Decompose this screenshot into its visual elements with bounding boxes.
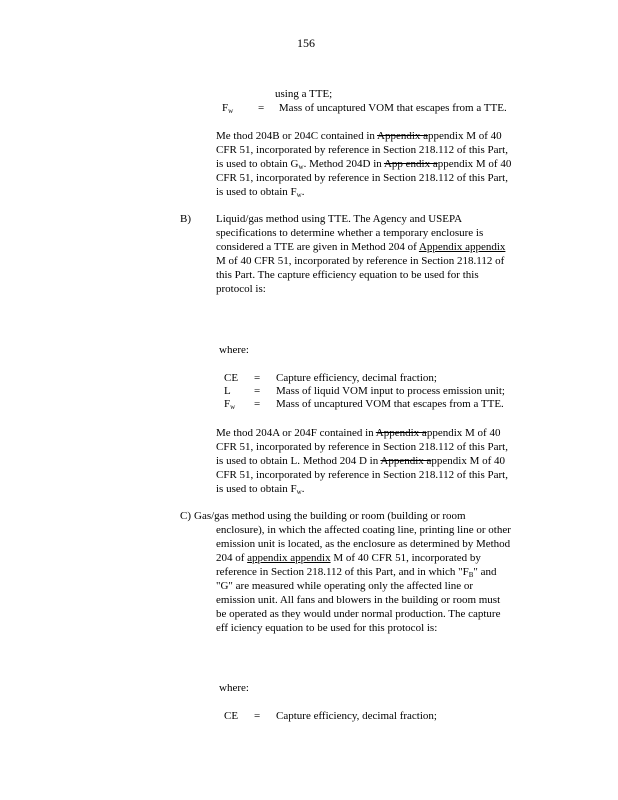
paragraph-line: CFR 51, incorporated by reference in Section 218.112 of this Part, — [216, 172, 508, 184]
definition-row-l — [224, 385, 505, 399]
paragraph-line: "G" are measured while operating only the affected line or — [216, 580, 474, 592]
symbol: $F_w$ — [224, 398, 236, 411]
equals: = — [257, 102, 265, 114]
definition-continuation: using a TTE; — [275, 88, 333, 100]
paragraph-line: emission unit. All fans and blowers in the building or room must — [216, 594, 501, 606]
symbol: CE — [224, 710, 239, 722]
definition-row-ce — [224, 710, 437, 724]
paragraph-line: is used to obtain $F_w$. — [216, 483, 305, 496]
definition-text: Mass of uncaptured VOM that escapes from a TTE. — [278, 102, 507, 114]
paragraph-line: is used to obtain L. Method 204 D in Appendix appendix M of 40 — [216, 455, 506, 467]
symbol: L — [224, 385, 231, 397]
paragraph-line: eff iciency equation to be used for this protocol is: — [216, 622, 438, 634]
paragraph-line: be operated as they would under normal production. The capture — [216, 608, 501, 620]
paragraph-line: is used to obtain $F_w$. — [216, 186, 305, 199]
equals: = — [254, 710, 261, 722]
definition-row-fw — [224, 398, 504, 415]
paragraph-line: CFR 51, incorporated by reference in Section 218.112 of this Part, — [216, 469, 508, 481]
where-label: where: — [219, 344, 249, 356]
definition-row-fw-top — [222, 102, 507, 119]
paragraph-line: is used to obtain $G_w$. Method 204D in App endix appendix M of 40 — [216, 158, 512, 171]
equals: = — [254, 398, 261, 410]
page-number: 156 — [297, 36, 315, 50]
paragraph-line: Me thod 204B or 204C contained in Appendix appendix M of 40 — [216, 130, 502, 142]
section-label: C) — [180, 510, 191, 522]
definition-text: Capture efficiency, decimal fraction; — [276, 710, 437, 722]
paragraph-line: Liquid/gas method using TTE. The Agency and USEPA — [216, 213, 463, 225]
definition-row-ce — [224, 372, 437, 386]
definition-text: Mass of liquid VOM input to process emission unit; — [276, 385, 505, 397]
equals: = — [254, 372, 261, 384]
paragraph-line: CFR 51, incorporated by reference in Section 218.112 of this Part, — [216, 144, 508, 156]
paragraph-line: 204 of appendix appendix M of 40 CFR 51, incorporated by — [216, 552, 481, 564]
paragraph-line: enclosure), in which the affected coating line, printing line or other — [216, 524, 511, 536]
paragraph-line: M of 40 CFR 51, incorporated by reference in Section 218.112 of — [216, 255, 505, 267]
symbol: $F_w$ — [222, 102, 234, 115]
equals: = — [254, 385, 261, 397]
paragraph-line: protocol is: — [216, 283, 266, 295]
paragraph-line: considered a TTE are given in Method 204 of Appendix appendix — [216, 241, 506, 253]
paragraph-line: this Part. The capture efficiency equation to be used for this — [216, 269, 479, 281]
section-label: B) — [180, 213, 191, 225]
paragraph-line: CFR 51, incorporated by reference in Section 218.112 of this Part, — [216, 441, 508, 453]
definition-text: Capture efficiency, decimal fraction; — [276, 372, 437, 384]
paragraph-line: Gas/gas method using the building or room (building or room — [194, 510, 466, 522]
paragraph-line: specifications to determine whether a temporary enclosure is — [216, 227, 484, 239]
paragraph-line: Me thod 204A or 204F contained in Appendix appendix M of 40 — [216, 427, 501, 439]
paragraph-line: reference in Section 218.112 of this Part, and in which "$F_B$" and — [216, 566, 497, 579]
paragraph-line: emission unit is located, as the enclosure as determined by Method — [216, 538, 511, 550]
where-label: where: — [219, 682, 249, 694]
symbol: CE — [224, 372, 239, 384]
definition-text: Mass of uncaptured VOM that escapes from a TTE. — [276, 398, 504, 410]
